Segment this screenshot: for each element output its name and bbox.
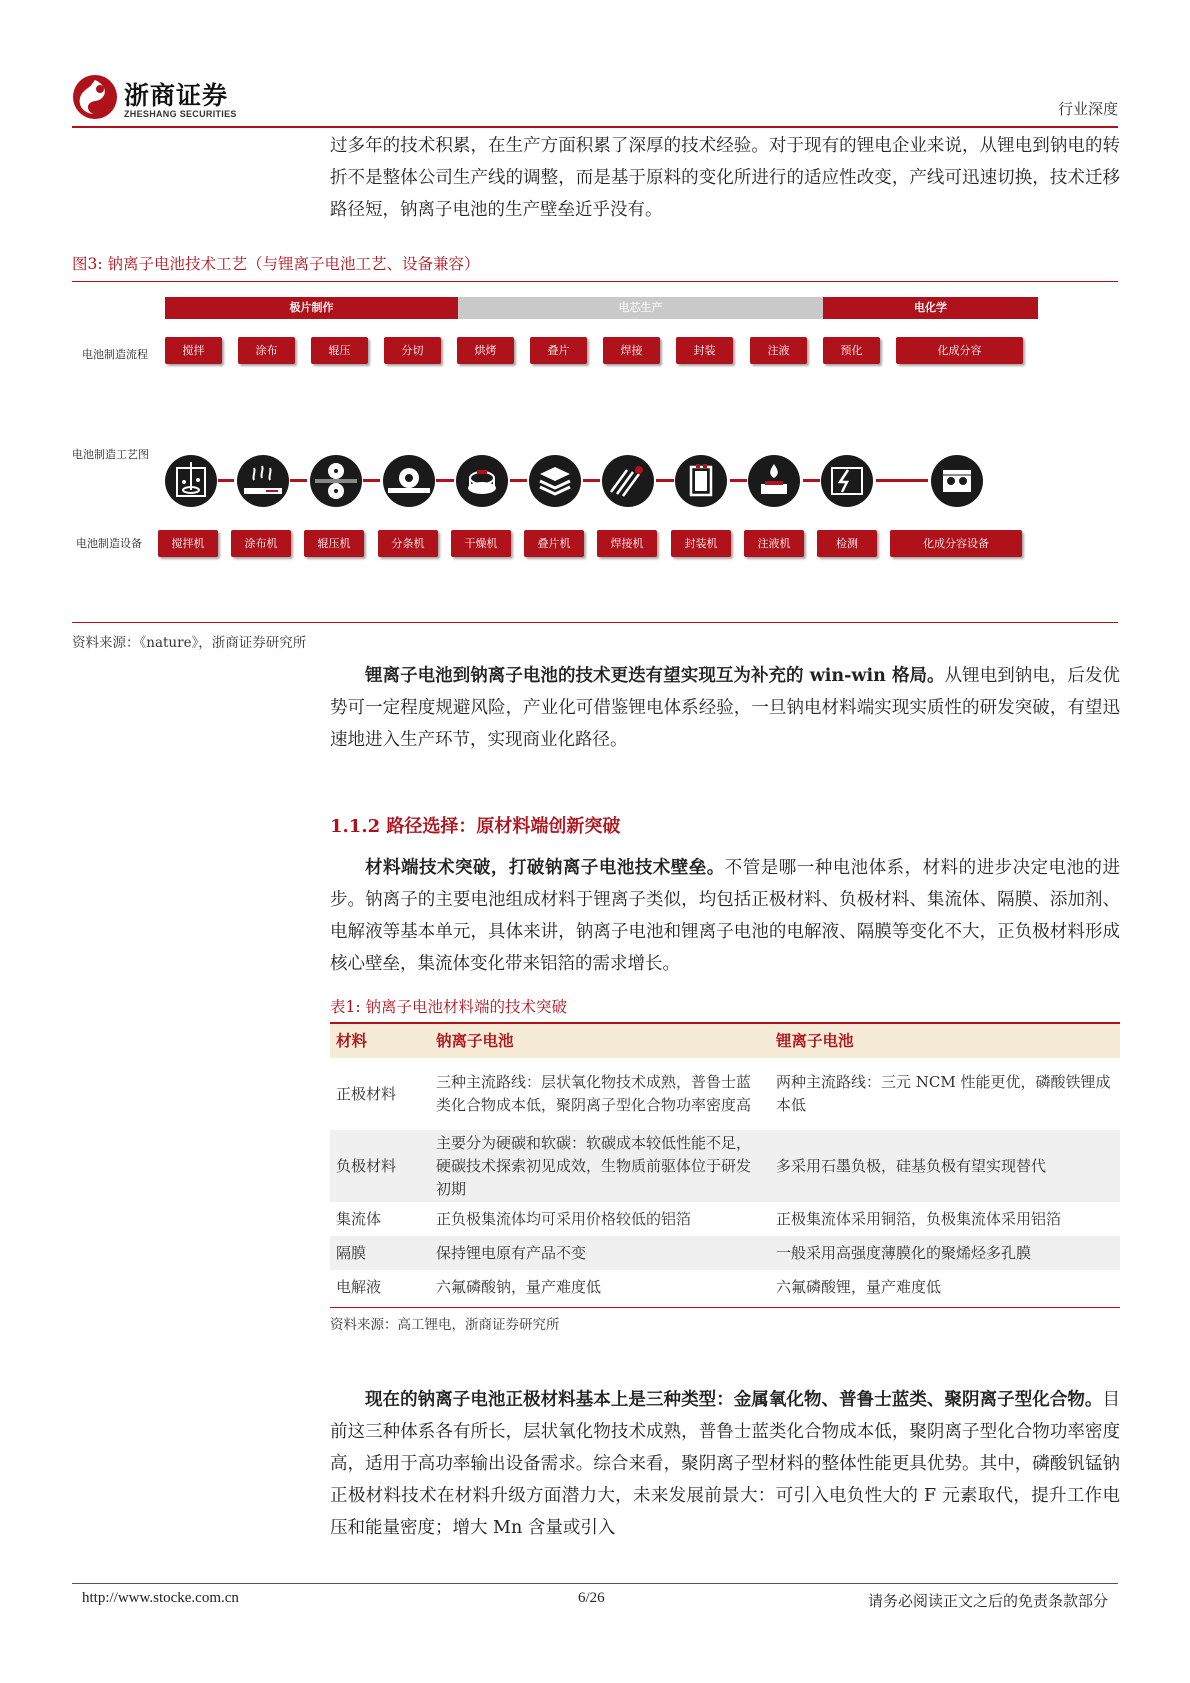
figure-top-rule <box>72 281 1118 282</box>
table-cell: 一般采用高强度薄膜化的聚烯烃多孔膜 <box>770 1236 1120 1270</box>
page-number: 6/26 <box>578 1590 605 1606</box>
welder-icon <box>601 454 655 508</box>
flow-arrow <box>363 479 380 482</box>
table-row <box>330 1130 1120 1202</box>
equip-tester: 检测 <box>817 530 877 557</box>
header-lithium: 锂离子电池 <box>770 1022 1120 1058</box>
table-row <box>330 1270 1120 1304</box>
phase-electrochem: 电化学 <box>823 297 1038 319</box>
table-cell: 正极材料 <box>336 1084 397 1103</box>
intro-text: 过多年的技术积累，在生产方面积累了深厚的技术经验。对于现有的锂电企业来说，从锂电到钠电的转折不是整体公司生产线的调整，而是基于原料的变化所进行的适应性改变，产线可迅速切换，技术迁移路径短，钠离子电池的生产壁垒近乎没有。 <box>330 136 1120 220</box>
step-baking: 烘烤 <box>457 337 514 364</box>
row-label-process: 电池制造流程 <box>82 348 148 361</box>
stacker-icon <box>528 454 582 508</box>
paragraph-win-win <box>330 660 1120 756</box>
intro-paragraph <box>330 130 1120 226</box>
disclaimer-note: 请务必阅读正文之后的免责条款部分 <box>867 1592 1108 1610</box>
equip-formation-grading: 化成分容设备 <box>890 530 1022 557</box>
flow-arrow <box>510 479 527 482</box>
flow-arrow <box>290 479 307 482</box>
step-rolling: 辊压 <box>311 337 368 364</box>
table-top-rule <box>330 1022 1120 1024</box>
phase-electrode: 极片制作 <box>165 297 458 319</box>
row-label-diagram: 电池制造工艺图 <box>72 448 149 461</box>
table-cell: 保持锂电原有产品不变 <box>430 1236 770 1270</box>
flow-arrow <box>876 479 928 482</box>
step-injection: 注液 <box>750 337 807 364</box>
para3-body: 不管是哪一种电池体系，材料的进步决定电池的进步。钠离子的主要电池组成材料于锂离子类似，均包括正极材料、负极材料、集流体、隔膜、添加剂、电解液等基本单元，具体来讲，钠离子电池和锂离子电池的电解液、隔膜等变化不大，正负极材料形成核心壁垒，集流体变化带来铝箔的需求增长。 <box>330 858 1121 974</box>
section-title: 1.1.2 路径选择：原材料端创新突破 <box>330 816 621 837</box>
brand-name-en: ZHESHANG SECURITIES <box>124 109 237 119</box>
para2-lead: 锂离子电池到钠离子电池的技术更迭有望实现互为补充的 win-win 格局。 <box>365 666 945 686</box>
table-row <box>330 1058 1120 1130</box>
header-sodium: 钠离子电池 <box>430 1022 770 1058</box>
step-mixing: 搅拌 <box>165 337 222 364</box>
report-category: 行业深度 <box>1057 100 1118 118</box>
table-header-row <box>330 1022 1120 1058</box>
table-caption: 表1: 钠离子电池材料端的技术突破 <box>330 998 568 1016</box>
table-cell: 集流体 <box>336 1209 382 1228</box>
table-cell: 负极材料 <box>330 1130 430 1202</box>
footer-divider <box>72 1583 1118 1584</box>
figure-caption: 图3: 钠离子电池技术工艺（与锂离子电池工艺、设备兼容） <box>72 255 480 273</box>
para4-body: 目前这三种体系各有所长，层状氧化物技术成熟，普鲁士蓝类化合物成本低，聚阴离子型化合物功率密度高，适用于高功率输出设备需求。综合来看，聚阴离子型材料的整体性能更具优势。其中，磷酸钒锰钠正极材料技术在材料升级方面潜力大，未来发展前景大：可引入电负性大的 F 元素取代，提升工作电压和能量密度；增大 Mn 含量或引入 <box>330 1390 1120 1538</box>
mixer-icon <box>164 454 218 508</box>
footer-website-link[interactable]: http://www.stocke.com.cn <box>82 1590 239 1606</box>
equip-packager: 封装机 <box>671 530 731 557</box>
equip-stacker: 叠片机 <box>524 530 584 557</box>
table-cell: 主要分为硬碳和软碳：软碳成本较低性能不足，硬碳技术探索初见成效，生物质前驱体位于研发初期 <box>430 1130 770 1202</box>
figure-bottom-rule <box>72 622 1118 623</box>
step-welding: 焊接 <box>603 337 660 364</box>
table-row <box>330 1202 1120 1236</box>
table-cell: 正极集流体采用铜箔，负极集流体采用铝箔 <box>776 1209 1062 1228</box>
slitter-icon <box>382 454 436 508</box>
step-packaging: 封装 <box>676 337 733 364</box>
phase-cell: 电芯生产 <box>458 297 823 319</box>
table-cell: 正负极集流体均可采用价格较低的铝箔 <box>436 1209 692 1228</box>
figure-source: 资料来源：《nature》，浙商证券研究所 <box>72 635 307 651</box>
table-cell: 六氟磷酸锂，量产难度低 <box>776 1277 942 1296</box>
formation-icon <box>820 454 874 508</box>
equip-dryer: 干燥机 <box>451 530 511 557</box>
injector-icon <box>747 454 801 508</box>
roller-press-icon <box>309 454 363 508</box>
equip-roller-press: 辊压机 <box>304 530 364 557</box>
flow-arrow <box>730 479 747 482</box>
equip-slitter: 分条机 <box>378 530 438 557</box>
equip-mixer: 搅拌机 <box>158 530 218 557</box>
equip-coater: 涂布机 <box>231 530 291 557</box>
equip-injector: 注液机 <box>744 530 804 557</box>
equip-welder: 焊接机 <box>597 530 657 557</box>
para2-body: 从锂电到钠电，后发优势可一定程度规避风险，产业化可借鉴锂电体系经验，一旦钠电材料端实现实质性的研发突破，有望迅速地进入生产环节，实现商业化路径。 <box>330 666 1120 750</box>
zheshang-logo-icon <box>72 74 118 120</box>
flow-arrow <box>436 479 454 482</box>
para4-lead: 现在的钠离子电池正极材料基本上是三种类型：金属氧化物、普鲁士蓝类、聚阴离子型化合物。 <box>365 1390 1103 1410</box>
table-cell: 两种主流路线：三元 NCM 性能更优，磷酸铁锂成本低 <box>776 1073 1111 1114</box>
table-row <box>330 1236 1120 1270</box>
table-cell: 隔膜 <box>330 1236 430 1270</box>
flow-arrow <box>803 479 820 482</box>
materials-table <box>330 1022 1120 1304</box>
packager-icon <box>674 454 728 508</box>
flow-arrow <box>583 479 600 482</box>
flow-arrow <box>656 479 674 482</box>
table-bottom-rule <box>330 1307 1120 1308</box>
paragraph-materials <box>330 852 1120 980</box>
header-divider <box>72 126 1118 128</box>
coater-icon <box>236 454 290 508</box>
company-logo <box>72 74 242 126</box>
table-cell: 六氟磷酸钠，量产难度低 <box>436 1277 602 1296</box>
paragraph-cathode <box>330 1384 1120 1544</box>
para3-lead: 材料端技术突破，打破钠离子电池技术壁垒。 <box>365 858 725 878</box>
flow-arrow <box>218 479 234 482</box>
table-cell: 多采用石墨负极，硅基负极有望实现替代 <box>770 1130 1120 1202</box>
step-formation-grading: 化成分容 <box>896 337 1023 364</box>
row-label-equipment: 电池制造设备 <box>76 537 142 550</box>
table-cell: 电解液 <box>336 1277 382 1296</box>
capacity-test-icon <box>930 454 984 508</box>
header-material: 材料 <box>330 1022 430 1058</box>
step-coating: 涂布 <box>238 337 295 364</box>
brand-name-cn: 浙商证券 <box>124 81 229 110</box>
oven-icon <box>455 454 509 508</box>
step-stacking: 叠片 <box>530 337 587 364</box>
table-source: 资料来源：高工锂电，浙商证券研究所 <box>330 1317 560 1333</box>
step-slitting: 分切 <box>384 337 441 364</box>
table-cell: 三种主流路线：层状氧化物技术成熟，普鲁士蓝类化合物成本低，聚阴离子型化合物功率密度高 <box>436 1073 752 1114</box>
step-preformation: 预化 <box>823 337 880 364</box>
